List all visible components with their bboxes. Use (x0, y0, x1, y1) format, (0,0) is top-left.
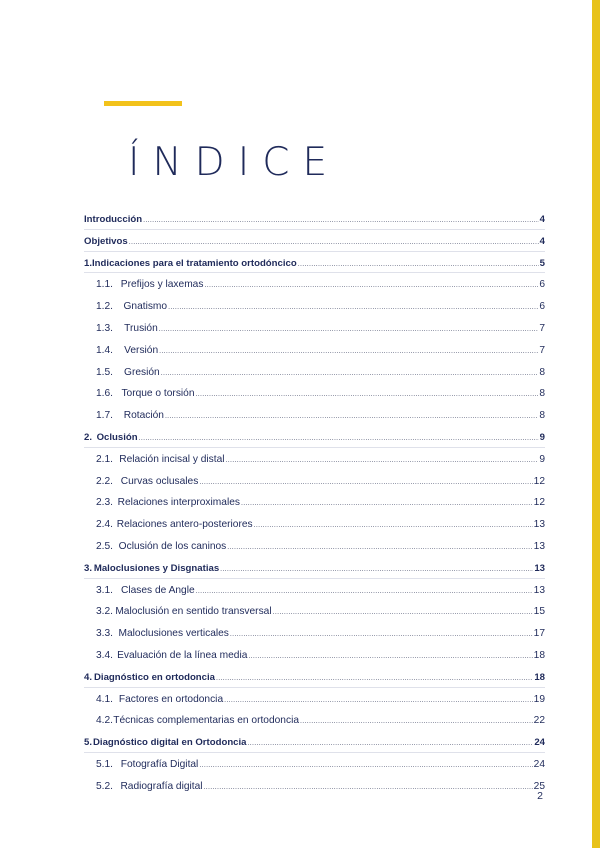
toc-entry[interactable] (84, 404, 545, 426)
toc-entry-page: 4 (539, 214, 545, 225)
toc-entry-number: 1.5. (96, 366, 113, 378)
toc-entry-number: 2.4. (96, 519, 113, 531)
dot-leader (196, 391, 539, 398)
toc-entry-label: Gresión (124, 366, 160, 378)
toc-entry-label: Maloclusiones y Disgnatias (93, 562, 220, 574)
toc-entry-label: Trusión (124, 322, 158, 334)
toc-entry[interactable] (84, 470, 545, 492)
toc-entry[interactable] (84, 317, 545, 339)
toc-entry[interactable] (84, 557, 545, 579)
toc-entry-number: 3. (84, 562, 93, 574)
toc-entry[interactable] (84, 426, 545, 448)
dot-leader (168, 304, 538, 311)
toc-entry-label: Objetivos (84, 235, 128, 247)
toc-entry-label: Factores en ortodoncia (118, 693, 224, 705)
toc-entry-label: Gnatismo (123, 301, 168, 313)
toc-entry-page: 6 (539, 301, 545, 313)
toc-entry-page: 18 (533, 649, 545, 661)
toc-entry-label: Oclusión (96, 431, 138, 443)
dot-leader (139, 435, 539, 442)
toc-entry-page: 6 (539, 279, 545, 291)
dot-leader (143, 217, 539, 224)
toc-entry-page: 24 (534, 737, 545, 749)
toc-entry-page: 12 (533, 497, 545, 509)
toc-entry-page: 8 (539, 388, 545, 400)
toc-entry-label: Fotografía Digital (120, 758, 199, 770)
toc-entry-page: 7 (539, 322, 545, 334)
toc-entry-label: Indicaciones para el tratamiento ortodóncico (92, 257, 297, 269)
toc-entry-label: Radiografía digital (120, 780, 203, 792)
toc-entry-page: 13 (533, 540, 545, 552)
toc-entry-number: 1.4. (96, 344, 113, 356)
dot-leader (159, 326, 539, 333)
toc-entry-page: 25 (533, 780, 545, 792)
toc-entry-number: 1.1. (96, 279, 113, 291)
toc-entry-number: 2.1. (96, 453, 113, 465)
toc-entry[interactable] (84, 208, 545, 230)
page-title: ÍNDICE (128, 140, 341, 185)
toc-entry[interactable] (84, 252, 545, 274)
dot-leader (300, 718, 533, 725)
toc-entry-number: 3.3. (96, 628, 113, 640)
toc-entry-label: Técnicas complementarias en ortodoncia (113, 715, 299, 727)
toc-entry[interactable] (84, 731, 545, 753)
toc-entry-page: 19 (533, 693, 545, 705)
toc-entry-number: 1.3. (96, 322, 113, 334)
toc-entry[interactable] (84, 361, 545, 383)
dot-leader (241, 500, 533, 507)
toc-entry[interactable] (84, 579, 545, 601)
toc-entry[interactable] (84, 688, 545, 710)
toc-entry-number: 5. (84, 737, 93, 749)
toc-entry-number: 3.2. (96, 606, 113, 618)
dot-leader (226, 457, 539, 464)
toc-entry-label: Curvas oclusales (120, 475, 199, 487)
toc-entry-page: 15 (533, 606, 545, 618)
toc-entry-page: 4 (539, 235, 545, 247)
toc-entry-page: 7 (539, 344, 545, 356)
toc-entry-label: Diagnóstico digital en Ortodoncia (93, 737, 247, 749)
page-number: 2 (537, 790, 543, 802)
toc-entry-label: Prefijos y laxemas (120, 279, 204, 291)
toc-entry-page: 9 (539, 453, 545, 465)
toc-entry[interactable] (84, 513, 545, 535)
toc-entry[interactable] (84, 273, 545, 295)
dot-leader (273, 609, 533, 616)
dot-leader (161, 370, 539, 377)
accent-bar (104, 101, 182, 106)
toc-entry-number: 4.1. (96, 693, 113, 705)
toc-entry[interactable] (84, 709, 545, 731)
dot-leader (199, 479, 532, 486)
toc-entry-page: 8 (539, 366, 545, 378)
toc-entry-number: 5.2. (96, 780, 113, 792)
dot-leader (199, 762, 532, 769)
toc-entry-label: Maloclusiones verticales (118, 628, 229, 640)
dot-leader (129, 239, 539, 246)
right-edge-stripe (592, 0, 600, 848)
toc-entry-number: 2.2. (96, 475, 113, 487)
toc-entry-label: Diagnóstico en ortodoncia (94, 671, 215, 683)
toc-entry[interactable] (84, 622, 545, 644)
toc-entry-label: Rotación (123, 410, 164, 422)
toc-entry-label: Oclusión de los caninos (118, 540, 227, 552)
toc-entry-number: 5.1. (96, 758, 113, 770)
toc-entry-page: 18 (534, 671, 545, 683)
toc-entry[interactable] (84, 295, 545, 317)
toc-entry-page: 5 (539, 257, 545, 269)
dot-leader (216, 675, 533, 682)
toc-entry[interactable] (84, 535, 545, 557)
toc-entry-page: 22 (533, 715, 545, 727)
dot-leader (196, 588, 533, 595)
toc-entry-number: 3.1. (96, 584, 113, 596)
toc-entry-number: 2. (84, 431, 93, 443)
toc-entry-number: 1.2. (96, 301, 113, 313)
dot-leader (227, 544, 532, 551)
table-of-contents (84, 208, 545, 797)
toc-entry-page: 13 (533, 584, 545, 596)
toc-entry-number: 2.3. (96, 497, 113, 509)
dot-leader (224, 697, 533, 704)
dot-leader (159, 348, 538, 355)
toc-entry-number: 1.6. (96, 388, 113, 400)
dot-leader (220, 566, 533, 573)
toc-entry-page: 17 (533, 628, 545, 640)
toc-entry-label: Torque o torsión (121, 388, 195, 400)
toc-entry-page: 8 (539, 410, 545, 422)
toc-entry[interactable] (84, 666, 545, 688)
toc-entry[interactable] (84, 600, 545, 622)
dot-leader (298, 261, 539, 268)
toc-entry[interactable] (84, 491, 545, 513)
toc-entry-label: Relación incisal y distal (119, 453, 225, 465)
toc-entry-label: Relaciones antero-posteriores (116, 519, 253, 531)
toc-entry-number: 1. (84, 257, 93, 269)
toc-entry-number: 2.5. (96, 540, 113, 552)
toc-entry-page: 13 (533, 519, 545, 531)
toc-entry-page: 9 (539, 431, 545, 443)
toc-entry-page: 12 (533, 475, 545, 487)
dot-leader (254, 522, 533, 529)
dot-leader (204, 282, 538, 289)
toc-entry-number: 4. (84, 671, 93, 683)
toc-entry[interactable] (84, 753, 545, 775)
toc-entry-label: Maloclusión en sentido transversal (115, 606, 272, 618)
toc-entry-label: Introducción (84, 214, 143, 225)
toc-entry[interactable] (84, 644, 545, 666)
toc-entry-label: Evaluación de la línea media (117, 649, 248, 661)
dot-leader (230, 631, 533, 638)
toc-entry-number: 3.4. (96, 649, 113, 661)
toc-entry[interactable] (84, 382, 545, 404)
dot-leader (204, 784, 533, 791)
toc-entry[interactable] (84, 448, 545, 470)
toc-entry-label: Relaciones interproximales (117, 497, 240, 509)
dot-leader (248, 740, 534, 747)
toc-entry-number: 1.7. (96, 410, 113, 422)
dot-leader (165, 413, 538, 420)
toc-entry-page: 13 (534, 562, 545, 574)
toc-entry-label: Versión (124, 344, 159, 356)
toc-entry-label: Clases de Angle (121, 584, 195, 596)
toc-entry-page: 24 (533, 758, 545, 770)
toc-entry[interactable] (84, 339, 545, 361)
dot-leader (248, 653, 532, 660)
toc-entry-number: 4.2. (96, 715, 113, 727)
toc-entry[interactable] (84, 775, 545, 797)
toc-entry[interactable] (84, 230, 545, 252)
